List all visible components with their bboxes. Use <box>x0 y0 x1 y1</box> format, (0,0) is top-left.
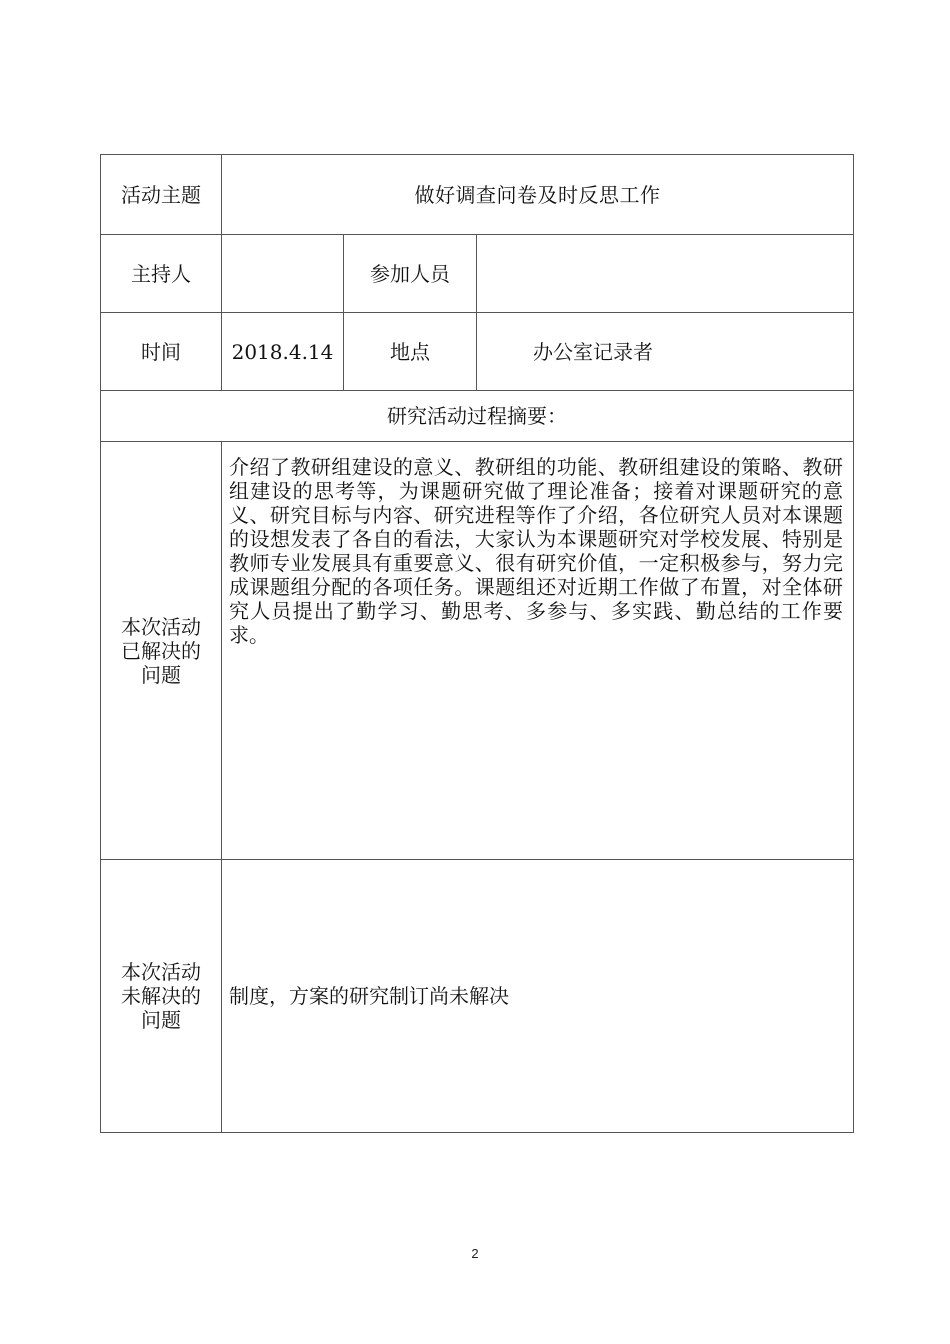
place-label: 地点 <box>344 313 477 391</box>
unsolved-row <box>101 860 854 1133</box>
host-label: 主持人 <box>101 235 222 313</box>
topic-row <box>101 155 854 235</box>
solved-problems-text: 介绍了教研组建设的意义、教研组的功能、教研组建设的策略、教研组建设的思考等，为课题研究做了理论准备；接着对课题研究的意义、研究目标与内容、研究进程等作了介绍，各位研究人员对本课题的设想发表了各自的看法，大家认为本课题研究对学校发展、特别是教师专业发展具有重要意义、很有研究价值，一定积极参与，努力完成课题组分配的各项任务。课题组还对近期工作做了布置，对全体研究人员提出了勤学习、勤思考、多参与、多实践、勤总结的工作要求。 <box>222 442 854 860</box>
time-label: 时间 <box>101 313 222 391</box>
unsolved-label-line-1: 本次活动 <box>121 960 201 984</box>
unsolved-label-line-3: 问题 <box>141 1008 181 1032</box>
topic-value: 做好调查问卷及时反思工作 <box>222 155 854 235</box>
time-row <box>101 313 854 391</box>
activity-record-table <box>100 154 854 1133</box>
unsolved-problems-text: 制度，方案的研究制订尚未解决 <box>222 860 854 1133</box>
host-value <box>222 235 344 313</box>
solved-label <box>101 442 222 860</box>
unsolved-label-line-2: 未解决的 <box>121 984 201 1008</box>
participants-value <box>477 235 854 313</box>
host-row <box>101 235 854 313</box>
unsolved-label <box>101 860 222 1133</box>
solved-label-line-3: 问题 <box>141 662 181 687</box>
solved-row <box>101 442 854 860</box>
topic-label: 活动主题 <box>101 155 222 235</box>
page-number: 2 <box>471 1246 479 1261</box>
summary-header-row <box>101 391 854 442</box>
place-value: 办公室记录者 <box>477 313 854 391</box>
summary-header: 研究活动过程摘要： <box>101 391 854 442</box>
solved-label-line-1: 本次活动 <box>121 614 201 639</box>
solved-label-line-2: 已解决的 <box>121 638 201 663</box>
participants-label: 参加人员 <box>344 235 477 313</box>
time-value: 2018.4.14 <box>222 313 344 391</box>
